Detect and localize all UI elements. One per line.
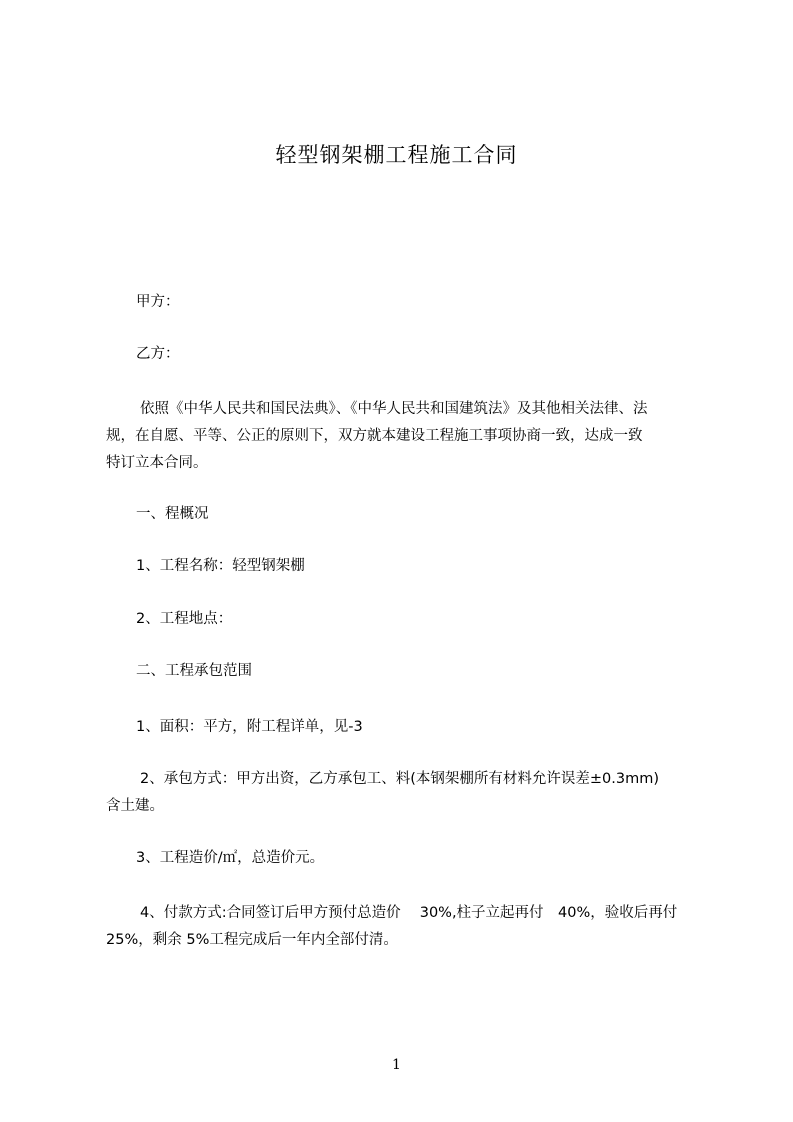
item-payment-terms (106, 900, 704, 954)
section-1-heading: 一、程概况 (136, 506, 209, 522)
item-project-name: 1、工程名称：轻型钢架棚 (136, 558, 305, 574)
section-2-heading: 二、工程承包范围 (136, 663, 252, 679)
page-number: 1 (392, 1057, 401, 1073)
party-b-label: 乙方： (136, 346, 180, 362)
payment-terms-line-1: 4、付款方式:合同签订后甲方预付总造价 30%,柱子立起再付 40%，验收后再付 (140, 905, 678, 921)
payment-terms-line-2: 25%，剩余 5%工程完成后一年内全部付清。 (106, 932, 398, 948)
contract-method-line-1: 2、承包方式：甲方出资，乙方承包工、料(本钢架棚所有材料允许误差±0.3mm) (140, 771, 659, 787)
item-contract-method (106, 766, 704, 820)
intro-paragraph (106, 396, 704, 477)
document-title: 轻型钢架棚工程施工合同 (275, 143, 518, 167)
item-project-location: 2、工程地点： (136, 611, 233, 627)
item-project-cost: 3、工程造价/㎡，总造价元。 (136, 850, 325, 866)
intro-line-2: 规，在自愿、平等、公正的原则下，双方就本建设工程施工事项协商一致，达成一致 (106, 428, 643, 444)
intro-line-3: 特订立本合同。 (106, 455, 208, 471)
party-a-label: 甲方： (136, 294, 180, 310)
item-area: 1、面积：平方，附工程详单，见-3 (136, 719, 363, 735)
intro-line-1: 依照《中华人民共和国民法典》、《中华人民共和国建筑法》及其他相关法律、法 (140, 401, 648, 417)
contract-method-line-2: 含土建。 (106, 798, 164, 814)
